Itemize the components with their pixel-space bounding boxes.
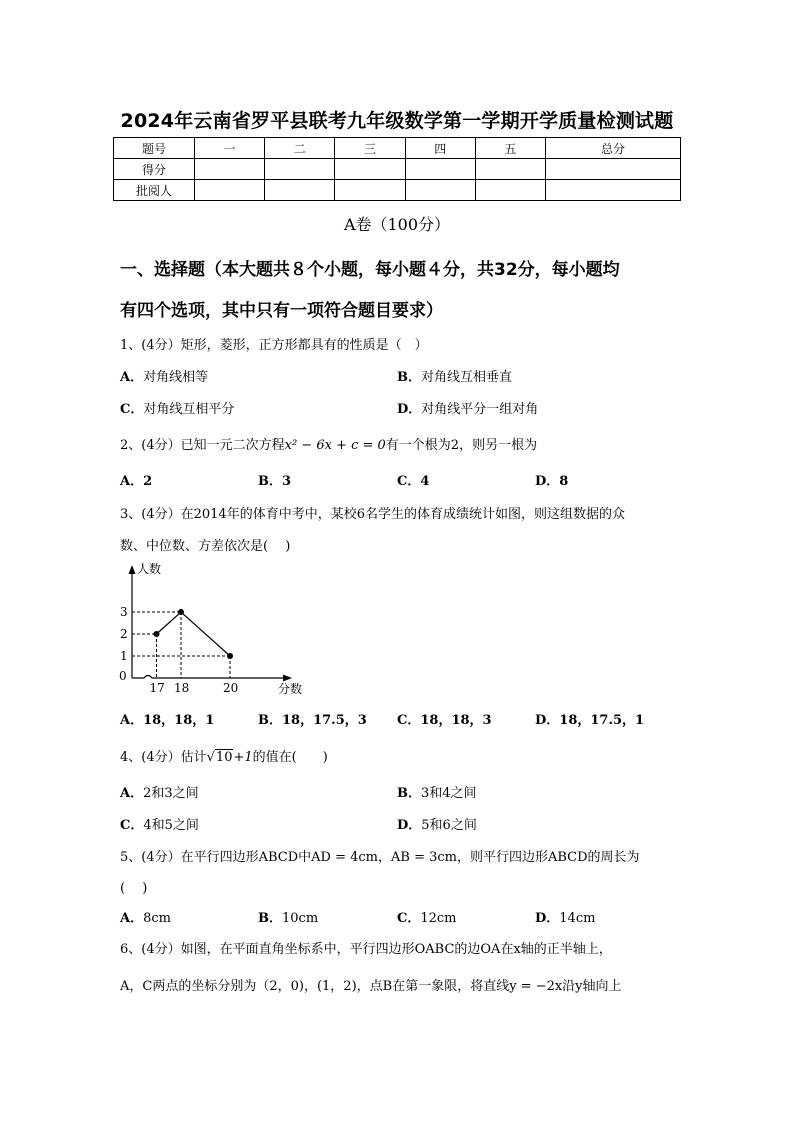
x-axis-label: 分数 — [278, 682, 303, 696]
score-cell — [475, 159, 545, 180]
option-text: 8cm — [143, 911, 171, 926]
option-text: 10cm — [282, 911, 319, 926]
q3-option-d — [535, 709, 644, 728]
q2-option-b — [258, 470, 291, 489]
row-label: 批阅人 — [114, 180, 195, 201]
q1-option-a — [120, 366, 208, 385]
header-cell: 总分 — [546, 138, 681, 159]
question-5-stem-line2: ( ) — [120, 881, 148, 896]
x-axis-break — [132, 676, 287, 679]
option-text: 18，17.5，3 — [282, 713, 367, 728]
q3-option-a — [120, 709, 214, 728]
reviewer-cell — [195, 180, 265, 201]
q1-option-d — [397, 398, 538, 417]
option-letter: A． — [120, 713, 144, 728]
stem-prefix: 4、(4分）估计 — [120, 750, 207, 765]
option-letter: B． — [397, 786, 421, 801]
option-text: 2 — [143, 474, 153, 489]
option-letter: C． — [120, 818, 144, 833]
option-letter: D． — [535, 911, 560, 926]
stem-prefix: 2、(4分）已知一元二次方程 — [120, 438, 285, 453]
header-cell: 四 — [405, 138, 475, 159]
y-tick-label: 2 — [120, 627, 128, 641]
question-2-stem — [120, 434, 680, 453]
radicand: 10 — [215, 750, 233, 765]
header-cell: 五 — [475, 138, 545, 159]
score-cell — [546, 159, 681, 180]
q2-option-c — [397, 470, 429, 489]
q1-option-c — [120, 398, 234, 417]
q5-option-b — [258, 907, 318, 926]
q1-option-b — [397, 366, 512, 385]
score-table-header-row — [114, 138, 681, 159]
data-point — [154, 631, 160, 637]
question-3-stem-line2: 数、中位数、方差依次是( ) — [120, 539, 291, 554]
question-5-stem-line1: 5、(4分）在平行四边形ABCD中AD = 4cm，AB = 3cm，则平行四边形ABCD的周长为 — [120, 850, 640, 865]
option-letter: B． — [397, 370, 421, 385]
option-text: 5和6之间 — [421, 818, 477, 833]
q3-option-b — [258, 709, 367, 728]
reviewer-cell — [405, 180, 475, 201]
option-letter: C． — [397, 713, 421, 728]
option-text: 14cm — [559, 911, 596, 926]
option-text: 2和3之间 — [143, 786, 199, 801]
y-axis-label: 人数 — [137, 562, 162, 576]
option-text: 18，17.5，1 — [559, 713, 645, 728]
score-cell — [335, 159, 405, 180]
option-text: 4 — [420, 474, 430, 489]
sqrt-expression: √10+1 — [206, 750, 253, 765]
option-letter: A． — [120, 370, 144, 385]
x-tick-label: 17 — [149, 681, 165, 695]
q3-option-c — [397, 709, 492, 728]
y-tick-label: 1 — [120, 649, 128, 663]
part1-heading-line2: 有四个选项，其中只有一项符合题目要求） — [120, 301, 443, 321]
option-text: 3 — [282, 474, 292, 489]
series-line — [157, 612, 231, 656]
q4-option-b — [397, 782, 477, 801]
option-letter: A． — [120, 474, 144, 489]
option-letter: B． — [258, 713, 282, 728]
header-cell: 一 — [195, 138, 265, 159]
option-letter: A． — [120, 786, 144, 801]
q5-option-d — [535, 907, 595, 926]
page-title: 2024年云南省罗平县联考九年级数学第一学期开学质量检测试题 — [120, 110, 674, 132]
plus-one: +1 — [233, 750, 253, 765]
header-cell: 二 — [265, 138, 335, 159]
option-letter: D． — [535, 713, 560, 728]
score-cell — [195, 159, 265, 180]
q2-option-d — [535, 470, 568, 489]
stem-suffix: 有一个根为2，则另一根为 — [385, 438, 538, 453]
data-point — [178, 609, 184, 615]
stem-suffix: 的值在( ) — [252, 750, 328, 765]
option-letter: D． — [397, 402, 422, 417]
origin-label: 0 — [119, 669, 127, 683]
reviewer-cell — [265, 180, 335, 201]
score-chart — [112, 560, 322, 700]
header-cell: 三 — [335, 138, 405, 159]
q4-option-c — [120, 814, 199, 833]
reviewer-cell — [546, 180, 681, 201]
y-tick-label: 3 — [120, 605, 128, 619]
reviewer-cell — [475, 180, 545, 201]
x-axis-arrow — [283, 675, 292, 682]
score-table — [113, 137, 681, 201]
equation: x² − 6x + c = 0 — [284, 438, 386, 453]
option-text: 对角线相等 — [143, 370, 209, 385]
score-cell — [265, 159, 335, 180]
section-a-heading: A卷（100分） — [343, 215, 451, 234]
option-text: 18，18，1 — [143, 713, 215, 728]
option-letter: C． — [397, 474, 421, 489]
option-letter: C． — [397, 911, 421, 926]
question-1-stem: 1、(4分）矩形，菱形，正方形都具有的性质是（ ） — [120, 338, 428, 353]
q5-option-c — [397, 907, 457, 926]
score-row — [114, 159, 681, 180]
q5-option-a — [120, 907, 171, 926]
option-text: 对角线互相平分 — [143, 402, 235, 417]
reviewer-row — [114, 180, 681, 201]
q4-option-a — [120, 782, 199, 801]
option-letter: D． — [397, 818, 422, 833]
question-4-stem — [120, 746, 680, 765]
option-letter: B． — [258, 911, 282, 926]
part1-heading-line1: 一、选择题（本大题共８个小题，每小题４分，共32分，每小题均 — [120, 260, 620, 280]
option-text: 4和5之间 — [143, 818, 199, 833]
score-cell — [405, 159, 475, 180]
option-text: 对角线平分一组对角 — [421, 402, 539, 417]
header-cell: 题号 — [114, 138, 195, 159]
option-text: 8 — [559, 474, 569, 489]
x-tick-label: 18 — [174, 681, 190, 695]
question-6-stem-line2: A，C两点的坐标分别为（2，0)，(1，2)，点B在第一象限，将直线y = −2x沿y轴向上 — [120, 979, 622, 994]
option-text: 18，18，3 — [420, 713, 492, 728]
q2-option-a — [120, 470, 152, 489]
option-text: 对角线互相垂直 — [421, 370, 513, 385]
y-axis-arrow — [129, 565, 136, 574]
row-label: 得分 — [114, 159, 195, 180]
q4-option-d — [397, 814, 477, 833]
option-letter: A． — [120, 911, 144, 926]
data-point — [227, 653, 233, 659]
option-text: 3和4之间 — [421, 786, 477, 801]
chart-marks — [120, 605, 238, 695]
reviewer-cell — [335, 180, 405, 201]
question-6-stem-line1: 6、(4分）如图，在平面直角坐标系中，平行四边形OABC的边OA在x轴的正半轴上， — [120, 942, 612, 957]
option-letter: D． — [535, 474, 560, 489]
option-letter: B． — [258, 474, 282, 489]
question-3-stem-line1: 3、(4分）在2014年的体育中考中，某校6名学生的体育成绩统计如图，则这组数据的众 — [120, 507, 625, 522]
option-text: 12cm — [420, 911, 457, 926]
x-tick-label: 20 — [223, 681, 239, 695]
option-letter: C． — [120, 402, 144, 417]
